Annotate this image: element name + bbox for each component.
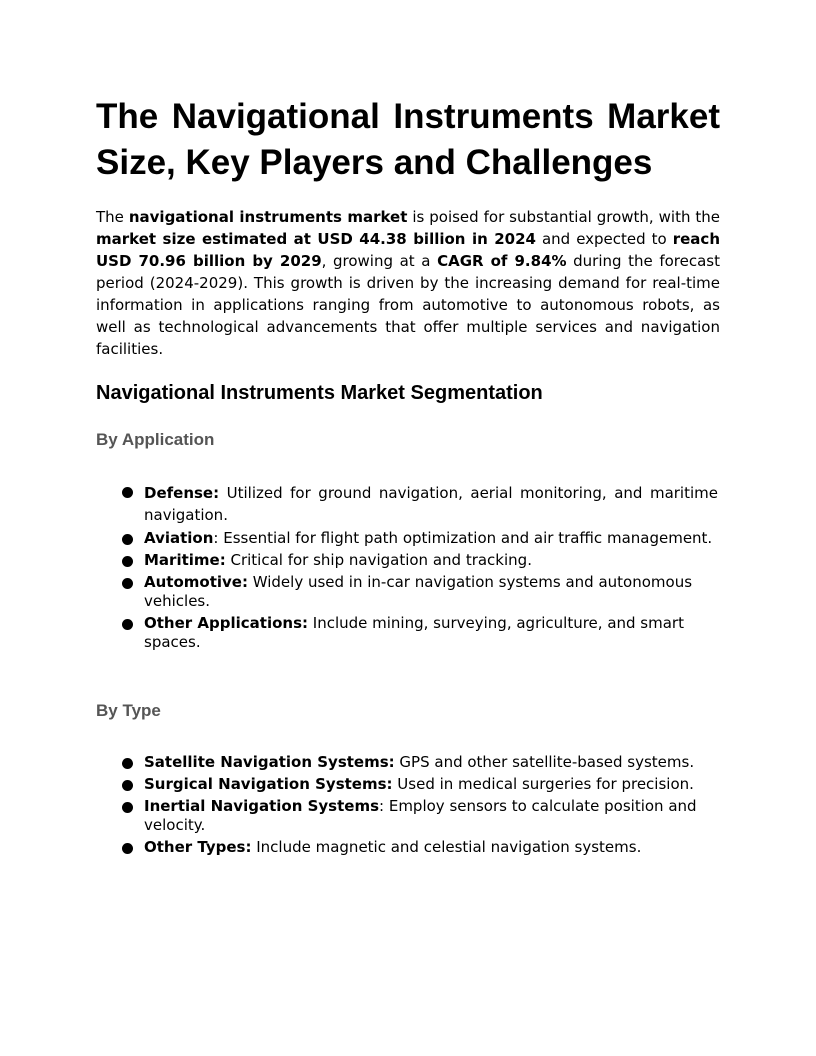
list-item <box>96 551 720 570</box>
bullet-icon <box>122 843 133 854</box>
list-item-term: Surgical Navigation Systems: <box>144 775 393 793</box>
list-item-text: : Essential for flight path optimization and air traffic management. <box>213 529 713 547</box>
intro-paragraph <box>96 206 720 360</box>
intro-text-4: , growing at a <box>321 252 438 270</box>
bullet-icon <box>122 556 133 567</box>
by-type-heading: By Type <box>96 701 161 720</box>
bullet-icon <box>122 534 133 545</box>
list-item-text: GPS and other satellite-based systems. <box>394 753 695 771</box>
list-item-term: Defense: <box>144 484 220 502</box>
intro-bold-3: reach USD 70.96 billion by 2029 <box>96 230 720 270</box>
bullet-icon <box>122 780 133 791</box>
segmentation-heading: Navigational Instruments Market Segmentation <box>96 382 543 404</box>
bullet-icon <box>122 487 133 498</box>
list-item <box>96 529 720 548</box>
intro-text-3: and expected to <box>535 230 673 248</box>
application-list <box>96 482 720 655</box>
list-item-text: Include mining, surveying, agriculture, and smart spaces. <box>144 614 684 651</box>
intro-bold-4: CAGR of 9.84% <box>437 252 567 270</box>
intro-bold-2: market size estimated at USD 44.38 billion in 2024 <box>96 230 536 248</box>
list-item <box>96 838 720 857</box>
list-item-text: : Employ sensors to calculate position and velocity. <box>144 797 697 834</box>
list-item <box>96 482 720 526</box>
intro-text-5: during the forecast period (2024-2029). This growth is driven by the increasing demand for real-time information in applications ranging from automotive to autonomous robots, as well as technological advancements that offer multiple services and navigation facilities. <box>96 252 720 358</box>
bullet-icon <box>122 758 133 769</box>
bullet-icon <box>122 802 133 813</box>
intro-bold-1: navigational instruments market <box>128 208 408 226</box>
bullet-icon <box>122 619 133 630</box>
list-item-term: Inertial Navigation Systems <box>144 797 380 815</box>
list-item-text: Critical for ship navigation and tracking. <box>225 551 532 569</box>
bullet-icon <box>122 578 133 589</box>
by-application-heading: By Application <box>96 430 215 449</box>
list-item-term: Maritime: <box>144 551 226 569</box>
list-item <box>96 614 720 652</box>
list-item-term: Automotive: <box>144 573 248 591</box>
list-item-text: Utilized for ground navigation, aerial monitoring, and maritime navigation. <box>144 484 718 524</box>
list-item <box>96 775 720 794</box>
intro-text-2: is poised for substantial growth, with the <box>407 208 721 226</box>
list-item-text: Include magnetic and celestial navigation systems. <box>251 838 642 856</box>
page-title: The Navigational Instruments Market Size, Key Players and Challenges <box>96 97 720 182</box>
list-item <box>96 797 720 835</box>
list-item-term: Aviation <box>144 529 214 547</box>
list-item-text: Used in medical surgeries for precision. <box>392 775 694 793</box>
list-item-text: Widely used in in-car navigation systems and autonomous vehicles. <box>144 573 693 610</box>
list-item <box>96 753 720 772</box>
list-item-term: Other Types: <box>144 838 252 856</box>
list-item <box>96 573 720 611</box>
type-list <box>96 753 720 860</box>
list-item-term: Other Applications: <box>144 614 308 632</box>
intro-text-1: The <box>96 208 129 226</box>
list-item-term: Satellite Navigation Systems: <box>144 753 395 771</box>
